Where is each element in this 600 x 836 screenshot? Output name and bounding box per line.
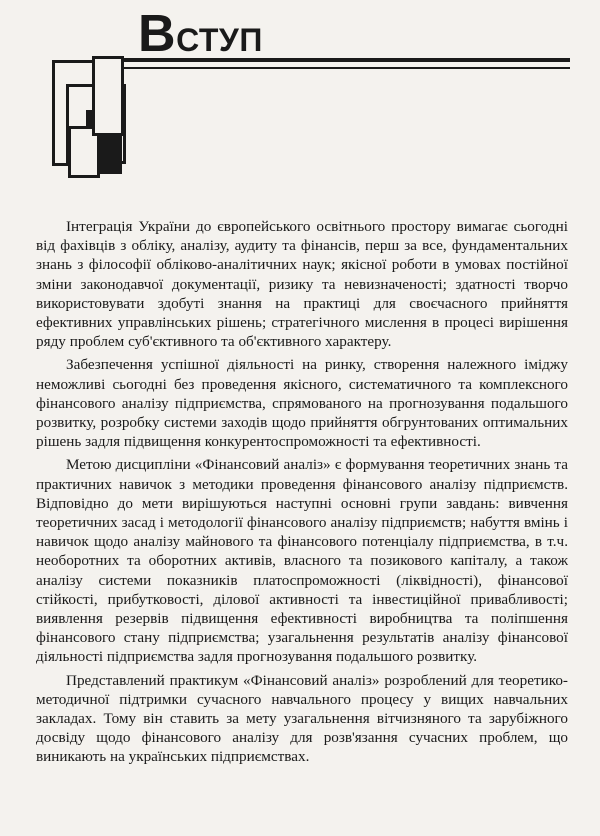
- ornament-box-tall: [92, 56, 124, 136]
- paragraph-2: Забезпечення успішної діяльності на ринку, створення належного іміджу неможливі сьогодні без проведення якісного, систематичного та комплексного фінансового аналізу підприємства, спрямованого на прогнозування подальшого розвитку, розробку системи заходів щодо прийняття обгрунтованих оптимальних рішень задля підвищення конкурентоспроможності та ефективності.: [36, 356, 568, 451]
- paragraph-1: Інтеграція України до європейського освітнього простору вимагає сьогодні від фахівців з обліку, аналізу, аудиту та фінансів, перш за все, фундаментальних знань з філософії обліково-аналітичних наук; якісної роботи в умовах постійної зміни законодавчої документації, ризику та невизначеності; здатності творчо використовувати здобуті знання на практиці для своєчасного прийняття ефективних управлінських рішень; стратегічного мислення в процесі вирішення ряду проблем суб'єктивного та об'єктивного характеру.: [36, 218, 568, 351]
- page-title-rest: СТУП: [176, 22, 263, 58]
- paragraph-4: Представлений практикум «Фінансовий аналіз» розроблений для теоретико-методичної підтримки сучасного навчального процесу у вищих навчальних закладах. Тому він ставить за мету узагальнення вітчизняного та зарубіжного досвіду щодо фінансового аналізу для розв'язання сучасних проблем, що виникають на українських підприємствах.: [36, 671, 568, 766]
- page-title: [138, 5, 263, 63]
- header-rule-thin: [118, 67, 570, 69]
- page-title-initial: В: [138, 5, 177, 63]
- paragraph-3: Метою дисципліни «Фінансовий аналіз» є формування теоретичних знань та практичних навичок з методики проведення фінансового аналізу підприємств. Відповідно до мети вирішуються наступні основні групи завдань: вивчення теоретичних засад і методології фінансового аналізу підприємств; набуття вмінь і навичок щодо аналізу майнового та фінансового потенціалу підприємства, в т.ч. необоротних та оборотних активів, власного та позикового капіталу, а також аналізу системи показників платоспроможності (ліквідності), фінансової стійкості, прибутковості, ділової активності та інвестиційної привабливості; виявлення резервів підвищення ефективності виробництва та поліпшення фінансового стану підприємства; узагальнення результатів аналізу фінансової діяльності підприємства задля прогнозування подальшого розвитку.: [36, 456, 568, 666]
- body-text: [36, 217, 568, 771]
